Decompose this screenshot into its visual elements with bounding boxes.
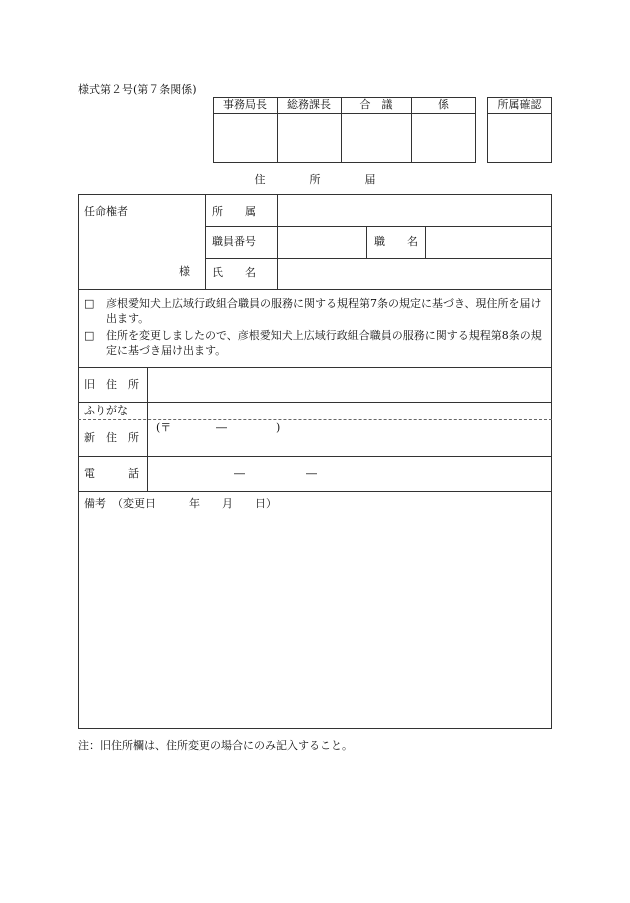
affiliation-label: 所 属 [212, 205, 256, 218]
phone-dash-2: ― [306, 467, 317, 480]
postal-close: ) [276, 421, 281, 434]
document-title: 住 所 届 [254, 173, 376, 186]
employee-number-field[interactable] [278, 227, 365, 257]
phone-field[interactable] [148, 457, 551, 490]
employee-number-label: 職員番号 [212, 235, 256, 248]
statement-address-change [84, 328, 546, 358]
affiliation-check-header: 所属確認 [497, 98, 542, 111]
approval-header-staff: 係 [438, 98, 449, 111]
remarks-field[interactable] [79, 512, 551, 728]
affiliation-field[interactable] [278, 195, 551, 225]
stamp-cell-director[interactable] [214, 114, 276, 162]
stamp-cell-consultation[interactable] [342, 114, 410, 162]
honorific-sama: 様 [179, 265, 190, 278]
approval-header-director: 事務局長 [223, 98, 267, 111]
name-label: 氏 名 [212, 266, 256, 279]
stamp-cell-staff[interactable] [412, 114, 475, 162]
statement-current-address [84, 296, 546, 326]
new-address-field[interactable] [148, 420, 551, 455]
statement-current-address-text: 彦根愛知犬上広域行政組合職員の服務に関する規程第7条の規定に基づき、現住所を届け出ます。 [106, 297, 542, 325]
form-number-label: 様式第２号(第７条関係) [78, 83, 197, 96]
postal-dash: ― [216, 421, 227, 434]
approval-header-consultation: 合 議 [359, 98, 393, 111]
old-address-label: 旧 住 所 [84, 378, 139, 391]
checkbox-address-change[interactable]: □ [84, 329, 95, 342]
furigana-label: ふりがな [84, 404, 128, 417]
position-label: 職 名 [374, 235, 418, 248]
statement-address-change-text: 住所を変更しましたので、彦根愛知犬上広域行政組合職員の服務に関する規程第8条の規定に基づき届け出ます。 [106, 329, 542, 357]
appointing-authority-label: 任命権者 [84, 205, 128, 218]
stamp-cell-affiliation-check[interactable] [488, 114, 551, 162]
position-field[interactable] [426, 227, 551, 257]
change-date: （変更日 年 月 日） [112, 497, 277, 510]
checkbox-current-address[interactable]: □ [84, 297, 95, 310]
new-address-label: 新 住 所 [84, 431, 139, 444]
stamp-cell-general-affairs[interactable] [278, 114, 340, 162]
remarks-label: 備考 [84, 497, 106, 510]
name-field[interactable] [278, 259, 551, 288]
statement-block [84, 296, 546, 358]
postal-open: (〒 [156, 421, 172, 434]
phone-label: 電 話 [84, 467, 139, 480]
furigana-field[interactable] [148, 403, 551, 418]
old-address-field[interactable] [148, 368, 551, 401]
footnote: 注：旧住所欄は、住所変更の場合にのみ記入すること。 [78, 739, 353, 752]
phone-dash-1: ― [234, 467, 245, 480]
approval-header-general-affairs: 総務課長 [287, 98, 331, 111]
